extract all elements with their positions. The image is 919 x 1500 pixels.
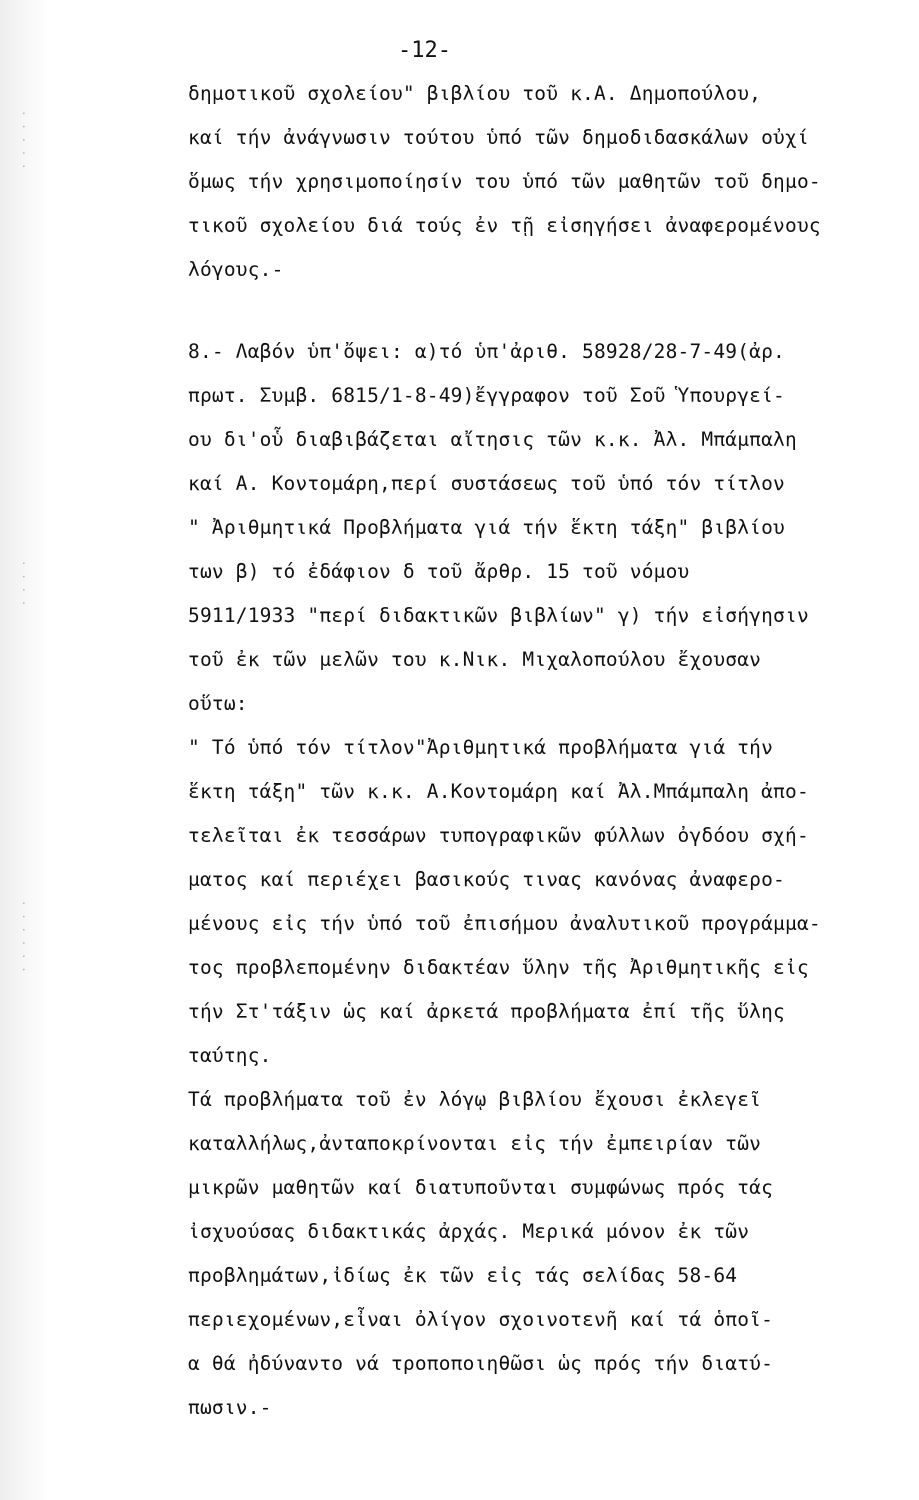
text-line: 5911/1933 "περί διδακτικῶν βιβλίων" γ) τήν εἰσήγησιν <box>188 604 809 627</box>
edge-mark: · · · · <box>17 560 30 607</box>
text-line: των β) τό ἐδάφιον δ τοῦ ἄρθρ. 15 τοῦ νόμου <box>188 560 690 583</box>
text-line: ὅμως τήν χρησιμοποίησίν του ὑπό τῶν μαθητῶν τοῦ δημο- <box>188 170 821 193</box>
text-line: " Ἀριθμητικά Προβλήματα γιά τήν ἕκτη τάξη" βιβλίου <box>188 516 785 539</box>
text-line: Τά προβλήματα τοῦ ἐν λόγῳ βιβλίου ἔχουσι ἐκλεγεῖ <box>188 1088 762 1111</box>
text-line: τήν Στ'τάξιν ὡς καί ἀρκετά προβλήματα ἐπί τῆς ὕλης <box>188 1000 785 1023</box>
text-line: 8.- Λαβόν ὑπ'ὄψει: α)τό ὑπ'ἀριθ. 58928/28-7-49(ἀρ. <box>188 340 785 363</box>
text-line: μένους εἰς τήν ὑπό τοῦ ἐπισήμου ἀναλυτικοῦ προγράμμα- <box>188 912 821 935</box>
text-line: ταύτης. <box>188 1044 272 1067</box>
text-line: ἰσχυούσας διδακτικάς ἀρχάς. Μερικά μόνον ἐκ τῶν <box>188 1220 750 1243</box>
text-line: προβλημάτων,ἰδίως ἐκ τῶν εἰς τάς σελίδας 58-64 <box>188 1264 738 1287</box>
text-line: λόγους.- <box>188 258 284 281</box>
text-line: ου δι'οὗ διαβιβάζεται αἴτησις τῶν κ.κ. Ἀλ. Μπάμπαλη <box>188 428 797 451</box>
text-line: πωσιν.- <box>188 1396 272 1419</box>
text-line: " Τό ὑπό τόν τίτλον"Ἀριθμητικά προβλήματα γιά τήν <box>188 736 774 759</box>
text-line: ἕκτη τάξη" τῶν κ.κ. Α.Κοντομάρη καί Ἀλ.Μπάμπαλη ἀπο- <box>188 780 809 803</box>
text-line: περιεχομένων,εἶναι ὀλίγον σχοινοτενῆ καί τά ὁποῖ- <box>188 1308 774 1331</box>
text-line: δημοτικοῦ σχολείου" βιβλίου τοῦ κ.Α. Δημοπούλου, <box>188 82 762 105</box>
text-line: καταλλήλως,ἀνταποκρίνονται εἰς τήν ἐμπειρίαν τῶν <box>188 1132 762 1155</box>
edge-mark: · · · · · <box>17 110 30 170</box>
text-line: τοῦ ἐκ τῶν μελῶν του κ.Νικ. Μιχαλοπούλου ἔχουσαν <box>188 648 762 671</box>
text-line: τικοῦ σχολείου διά τούς ἐν τῇ εἰσηγήσει ἀναφερομένους <box>188 214 821 237</box>
text-line: καί Α. Κοντομάρη,περί συστάσεως τοῦ ὑπό τόν τίτλον <box>188 472 785 495</box>
text-line: τος προβλεπομένην διδακτέαν ὕλην τῆς Ἀριθμητικῆς εἰς <box>188 956 809 979</box>
text-line: πρωτ. Συμβ. 6815/1-8-49)ἔγγραφον τοῦ Σοῦ Ὑπουργεί- <box>188 384 785 407</box>
text-line: α θά ἠδύναντο νά τροποποιηθῶσι ὡς πρός τήν διατύ- <box>188 1352 774 1375</box>
page-number: -12- <box>398 38 451 63</box>
text-line: μικρῶν μαθητῶν καί διατυποῦνται συμφώνως πρός τάς <box>188 1176 774 1199</box>
text-line: καί τήν ἀνάγνωσιν τούτου ὑπό τῶν δημοδιδασκάλων οὐχί <box>188 126 809 149</box>
edge-mark: · · · · · · <box>17 900 30 973</box>
text-line: οὕτω: <box>188 692 248 715</box>
text-line: τελεῖται ἐκ τεσσάρων τυπογραφικῶν φύλλων ὀγδόου σχή- <box>188 824 809 847</box>
text-line: ματος καί περιέχει βασικούς τινας κανόνας ἀναφερο- <box>188 868 785 891</box>
